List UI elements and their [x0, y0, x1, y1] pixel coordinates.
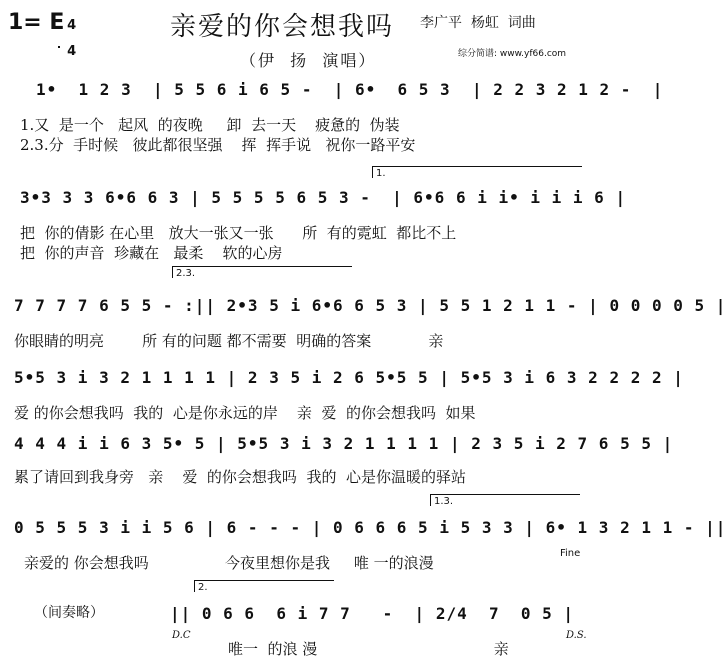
volta-bracket: [372, 166, 582, 167]
notation-line: 5•5 3 i 3 2 1 1 1 1 | 2 3 5 i 2 6 5•5 5 | 5•5 3 i 6 3 2 2 2 2 |: [14, 368, 684, 387]
time-divider: [58, 46, 60, 48]
lyric-line: 把 你的声音 珍藏在 最柔 软的心房: [20, 244, 283, 262]
volta-2: 2.: [198, 582, 208, 593]
notation-line: 3•3 3 3 6•6 6 3 | 5 5 5 5 6 5 3 - | 6•6 6 i i• i i i 6 |: [20, 188, 627, 207]
interlude-note: （间奏略）: [34, 605, 104, 621]
dc-mark: D.C: [172, 630, 191, 641]
key-signature: 1= E: [8, 10, 65, 35]
volta-bracket: [172, 266, 352, 267]
fine-mark: Fine: [560, 548, 581, 559]
volta-bracket: [430, 494, 580, 495]
volta-13: 1.3.: [434, 496, 454, 507]
lyric-line: 你眼睛的明亮 所 有的问题 都不需要 明确的答案 亲: [14, 332, 444, 350]
time-bottom: 4: [67, 44, 77, 59]
time-top: 4: [67, 18, 77, 33]
notation-line: 7 7 7 7 6 5 5 - :|| 2•3 5 i 6•6 6 5 3 | 5 5 1 2 1 1 - | 0 0 0 0 5 |: [14, 296, 726, 315]
notation-line: 1• 1 2 3 | 5 5 6 i 6 5 - | 6• 6 5 3 | 2 2 3 2 1 2 - |: [36, 80, 664, 99]
volta-1: 1.: [376, 168, 386, 179]
lyric-line: 爱 的你会想我吗 我的 心是你永远的岸 亲 爱 的你会想我吗 如果: [14, 404, 476, 422]
time-signature: [58, 6, 76, 58]
website-credit: 综分简谱: www.yf66.com: [458, 49, 567, 59]
credits: 李广平 杨虹 词曲: [420, 15, 536, 31]
singer: （伊 扬 演唱）: [240, 51, 377, 70]
volta-bracket: [430, 494, 431, 506]
volta-23: 2.3.: [176, 268, 196, 279]
ds-mark: D.S.: [566, 630, 587, 641]
lyric-line: 1.又 是一个 起风 的夜晚 卸 去一天 疲惫的 伪装: [20, 116, 400, 134]
lyric-line: 唯一 的浪 漫 亲: [228, 640, 509, 658]
lyric-line: 2.3.分 手时候 彼此都很坚强 挥 挥手说 祝你一路平安: [20, 136, 416, 154]
notation-line: 4 4 4 i i 6 3 5• 5 | 5•5 3 i 3 2 1 1 1 1 | 2 3 5 i 2 7 6 5 5 |: [14, 434, 674, 453]
volta-bracket: [194, 580, 334, 581]
lyric-line: 亲爱的 你会想我吗 今夜里想你是我 唯 一的浪漫: [24, 554, 434, 572]
volta-bracket: [372, 166, 373, 178]
volta-bracket: [172, 266, 173, 278]
lyric-line: 累了请回到我身旁 亲 爱 的你会想我吗 我的 心是你温暖的驿站: [14, 468, 466, 486]
notation-line: 0 5 5 5 3 i i 5 6 | 6 - - - | 0 6 6 6 5 i 5 3 3 | 6• 1 3 2 1 1 - ||: [14, 518, 726, 537]
notation-line: || 0 6 6 6 i 7 7 - | 2/4 7 0 5 |: [170, 604, 575, 623]
lyric-line: 把 你的倩影 在心里 放大一张又一张 所 有的霓虹 都比不上: [20, 224, 457, 242]
song-title: 亲爱的你会想我吗: [170, 12, 395, 42]
volta-bracket: [194, 580, 195, 592]
